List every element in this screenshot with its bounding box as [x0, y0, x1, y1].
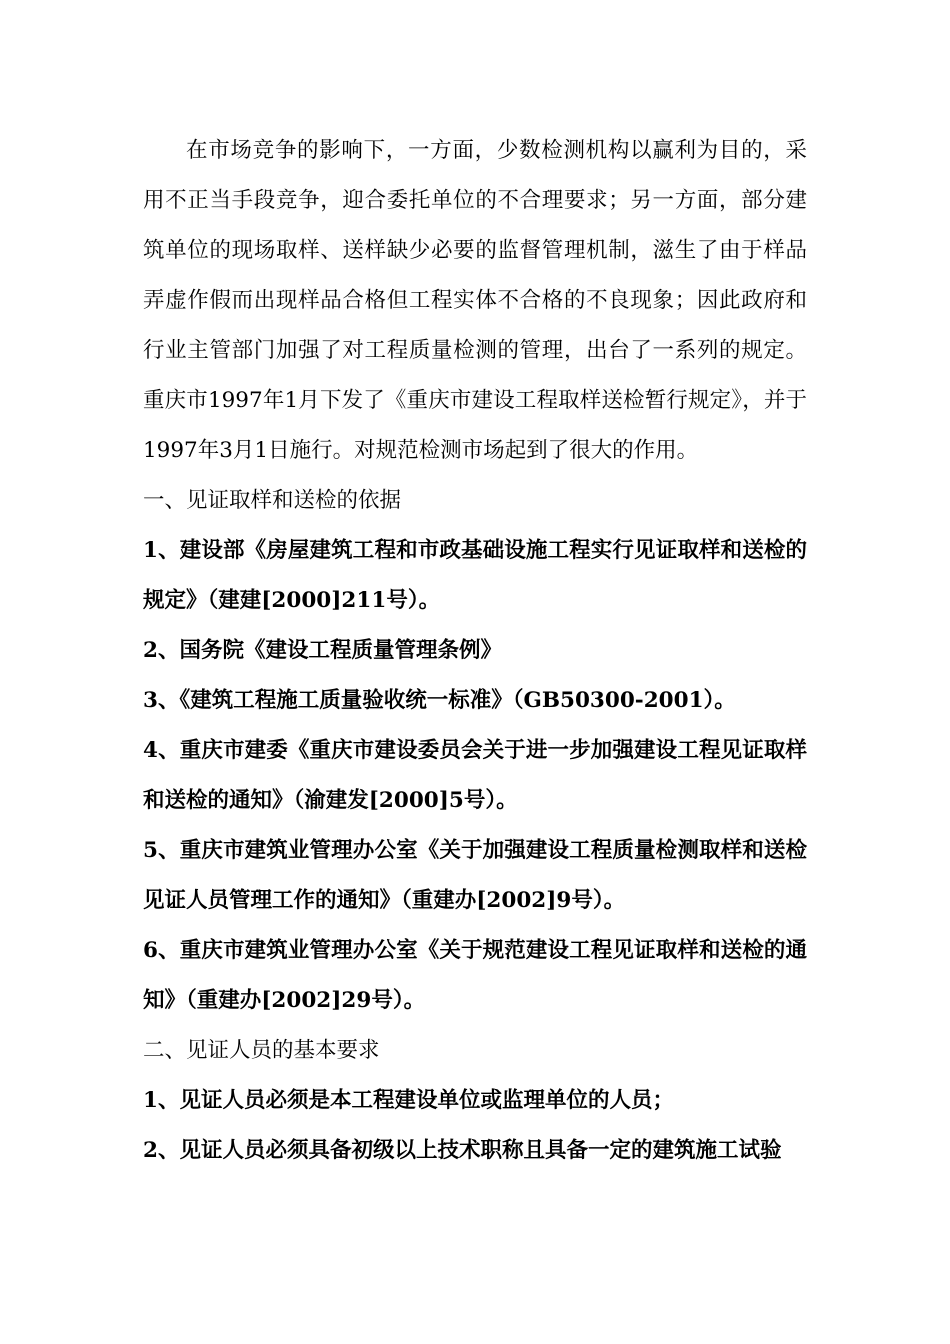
- basis-item-3: 3、《建筑工程施工质量验收统一标准》（GB50300-2001）。: [143, 688, 736, 713]
- basis-item-6: 6、重庆市建筑业管理办公室《关于规范建设工程见证取样和送检的通知》（重建办[2002]29号）。: [143, 938, 807, 1013]
- requirement-item-1: 1、见证人员必须是本工程建设单位或监理单位的人员；: [143, 1088, 674, 1113]
- basis-item-2: 2、国务院《建设工程质量管理条例》: [143, 638, 502, 663]
- intro-paragraph: 在市场竞争的影响下，一方面，少数检测机构以赢利为目的，采用不正当手段竞争，迎合委托单位的不合理要求；另一方面，部分建筑单位的现场取样、送样缺少必要的监督管理机制，滋生了由于样品弄虚作假而出现样品合格但工程实体不合格的不良现象；因此政府和行业主管部门加强了对工程质量检测的管理，出台了一系列的规定。重庆市1997年1月下发了《重庆市建设工程取样送检暂行规定》，并于1997年3月1日施行。对规范检测市场起到了很大的作用。: [143, 138, 807, 463]
- basis-item-5: 5、重庆市建筑业管理办公室《关于加强建设工程质量检测取样和送检见证人员管理工作的通知》（重建办[2002]9号）。: [143, 838, 807, 913]
- section-heading-basis: 一、见证取样和送检的依据: [143, 488, 402, 513]
- document-page: [143, 126, 807, 1176]
- requirement-item-2: 2、见证人员必须具备初级以上技术职称且具备一定的建筑施工试验: [143, 1138, 782, 1163]
- basis-item-1: 1、建设部《房屋建筑工程和市政基础设施工程实行见证取样和送检的规定》（建建[2000]211号）。: [143, 538, 807, 613]
- section-heading-requirements: 二、见证人员的基本要求: [143, 1038, 380, 1063]
- basis-item-4: 4、重庆市建委《重庆市建设委员会关于进一步加强建设工程见证取样和送检的通知》（渝建发[2000]5号）。: [143, 738, 807, 813]
